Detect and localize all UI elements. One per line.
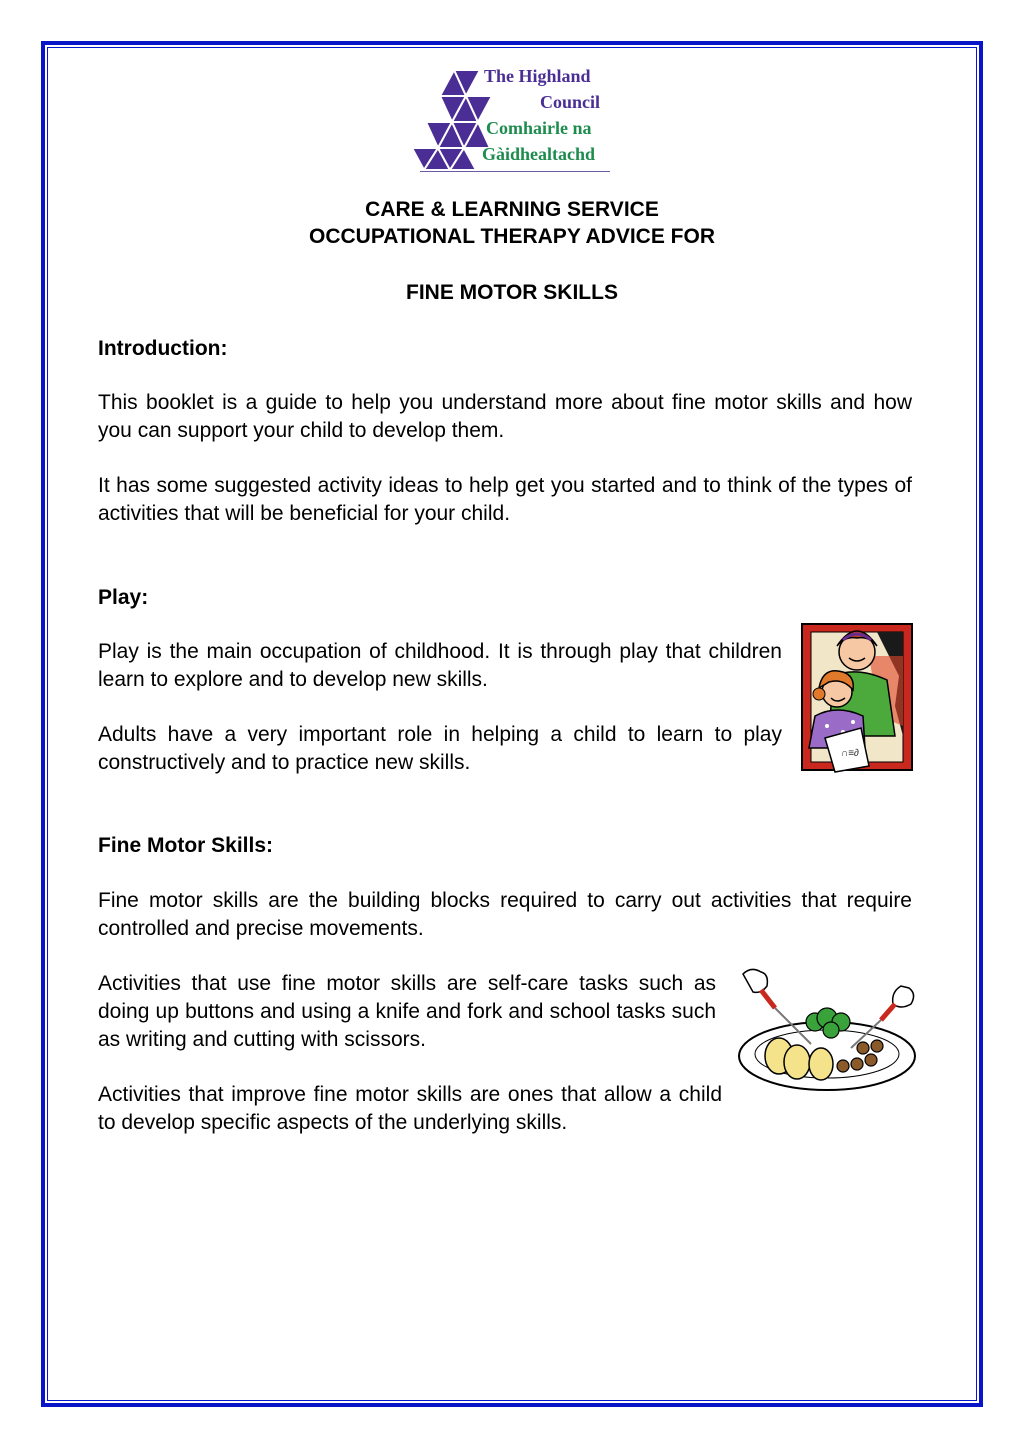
logo-line-4: Gàidhealtachd bbox=[482, 144, 596, 164]
logo-underline bbox=[420, 171, 610, 172]
introduction-paragraph-2: It has some suggested activity ideas to help get you started and to think of the types of activities that will be beneficial for your child. bbox=[98, 474, 912, 525]
play-heading: Play: bbox=[98, 586, 149, 609]
introduction-heading: Introduction: bbox=[98, 337, 228, 360]
fine-motor-paragraph-2: Activities that use fine motor skills are self-care tasks such as doing up buttons and using a knife and fork and school tasks such as writing and cutting with scissors. bbox=[98, 972, 716, 1051]
document-title: FINE MOTOR SKILLS bbox=[406, 281, 618, 304]
mother-and-child-illustration bbox=[799, 616, 915, 776]
svg-text:∩≡∂: ∩≡∂ bbox=[841, 748, 859, 759]
logo-line-2: Council bbox=[540, 92, 601, 112]
advice-title: OCCUPATIONAL THERAPY ADVICE FOR bbox=[308, 225, 716, 248]
fine-motor-paragraph-3: Activities that improve fine motor skills are ones that allow a child to develop specific aspects of the underlying skills. bbox=[98, 1083, 722, 1134]
fine-motor-skills-heading: Fine Motor Skills: bbox=[98, 834, 274, 857]
service-title: CARE & LEARNING SERVICE bbox=[365, 198, 659, 221]
play-paragraph-1: Play is the main occupation of childhood. It is through play that children learn to explore and to develop new skills. bbox=[98, 640, 782, 691]
knife-and-fork-plate-illustration bbox=[731, 964, 921, 1094]
play-paragraph-2: Adults have a very important role in helping a child to learn to play constructively and to practice new skills. bbox=[98, 723, 782, 774]
fine-motor-paragraph-1: Fine motor skills are the building blocks required to carry out activities that require controlled and precise movements. bbox=[98, 889, 912, 940]
introduction-paragraph-1: This booklet is a guide to help you understand more about fine motor skills and how you can support your child to develop them. bbox=[98, 391, 912, 442]
logo-line-3: Comhairle na bbox=[486, 118, 592, 138]
logo-line-1: The Highland bbox=[484, 66, 591, 86]
